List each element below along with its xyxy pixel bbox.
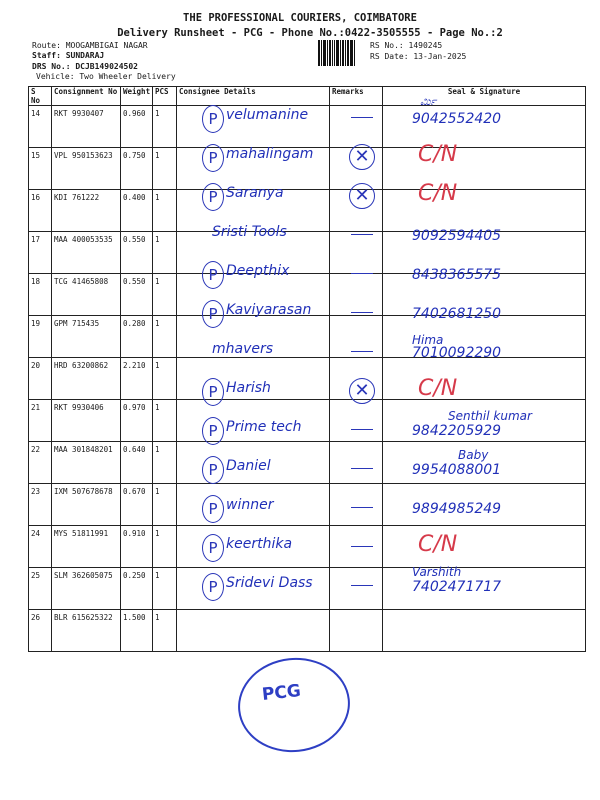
signature-name: Baby (458, 448, 489, 462)
header-weight: Weight (121, 87, 153, 106)
header-signature: Seal & Signature (383, 87, 586, 106)
consignee-handwriting: Kaviyarasan (226, 302, 312, 318)
runsheet-subtitle: Delivery Runsheet - PCG - Phone No.:0422-3505555 - Page No.:2 (117, 27, 503, 39)
table-row (29, 526, 586, 568)
signature-name: Varshith (412, 565, 462, 579)
row-weight: 0.910 (121, 526, 153, 568)
row-remarks-cell (330, 484, 383, 526)
consignee-handwriting: Deepthix (226, 263, 290, 279)
remark-dash (351, 468, 373, 469)
row-sno: 19 (29, 316, 52, 358)
row-sno: 16 (29, 190, 52, 232)
barcode (318, 40, 358, 66)
table-row (29, 610, 586, 652)
row-pcs: 1 (153, 190, 177, 232)
circled-p-mark: P (202, 378, 224, 406)
row-consignment-no: MAA 400053535 (52, 232, 121, 274)
circled-p-mark: P (202, 105, 224, 133)
row-pcs: 1 (153, 148, 177, 190)
row-remarks-cell (330, 400, 383, 442)
row-signature-cell (383, 190, 586, 232)
row-weight: 0.960 (121, 106, 153, 148)
drs-line: DRS No.: DCJB149024502 (32, 62, 138, 71)
circled-p-mark: P (202, 417, 224, 445)
row-pcs: 1 (153, 232, 177, 274)
vehicle-line: Vehicle: Two Wheeler Delivery (36, 72, 176, 81)
row-sno: 21 (29, 400, 52, 442)
row-remarks-cell (330, 106, 383, 148)
row-consignment-no: TCG 41465808 (52, 274, 121, 316)
table-header (29, 87, 586, 106)
remark-dash (351, 585, 373, 586)
header-consignment: Consignment No (52, 87, 121, 106)
signature-phone: 7402471717 (412, 579, 502, 595)
circled-x-mark: ✕ (349, 378, 375, 404)
consignee-handwriting: Sristi Tools (212, 224, 287, 240)
circled-p-mark: P (202, 183, 224, 211)
row-remarks-cell (330, 610, 383, 652)
row-sno: 20 (29, 358, 52, 400)
row-consignment-no: KDI 761222 (52, 190, 121, 232)
consignee-handwriting: Harish (226, 380, 271, 396)
row-pcs: 1 (153, 106, 177, 148)
row-sno: 15 (29, 148, 52, 190)
remark-dash (351, 429, 373, 430)
consignee-handwriting: Sridevi Dass (226, 575, 313, 591)
cn-remark: C/N (418, 376, 458, 401)
runsheet-table (28, 86, 586, 652)
row-consignment-no: GPM 715435 (52, 316, 121, 358)
cn-remark: C/N (418, 532, 458, 557)
consignee-handwriting: Prime tech (226, 419, 302, 435)
signature-name: Senthil kumar (448, 409, 532, 423)
row-signature-cell (383, 358, 586, 400)
row-weight: 0.670 (121, 484, 153, 526)
row-consignment-no: RKT 9930407 (52, 106, 121, 148)
row-weight: 0.280 (121, 316, 153, 358)
signature-name: Hima (412, 333, 444, 347)
header-sno: S No (29, 87, 52, 106)
signature-phone: 9842205929 (412, 423, 502, 439)
signature-name: ರ್ಮಿ (420, 95, 437, 108)
table-row (29, 316, 586, 358)
remark-dash (351, 312, 373, 313)
row-consignment-no: SLM 362605075 (52, 568, 121, 610)
row-sno: 26 (29, 610, 52, 652)
circled-x-mark: ✕ (349, 144, 375, 170)
company-title: THE PROFESSIONAL COURIERS, COIMBATORE (183, 12, 417, 24)
row-weight: 1.500 (121, 610, 153, 652)
row-weight: 0.550 (121, 274, 153, 316)
consignee-handwriting: velumanine (226, 107, 309, 123)
row-sno: 14 (29, 106, 52, 148)
consignee-handwriting: mahalingam (226, 146, 314, 162)
circled-p-mark: P (202, 573, 224, 601)
row-pcs: 1 (153, 610, 177, 652)
circled-p-mark: P (202, 261, 224, 289)
pcg-stamp-text: PCG (261, 681, 302, 705)
table-row (29, 358, 586, 400)
row-consignee-cell (177, 610, 330, 652)
row-consignment-no: BLR 615625322 (52, 610, 121, 652)
row-remarks-cell (330, 232, 383, 274)
row-pcs: 1 (153, 568, 177, 610)
consignee-handwriting: winner (226, 497, 274, 513)
row-weight: 0.970 (121, 400, 153, 442)
row-sno: 22 (29, 442, 52, 484)
staff-line: Staff: SUNDARAJ (32, 51, 105, 60)
row-weight: 0.250 (121, 568, 153, 610)
signature-phone: 9042552420 (412, 111, 502, 127)
row-consignment-no: RKT 9930406 (52, 400, 121, 442)
consignee-handwriting: Daniel (226, 458, 271, 474)
pcg-stamp (233, 652, 354, 757)
row-consignment-no: VPL 950153623 (52, 148, 121, 190)
table-row (29, 442, 586, 484)
signature-phone: 7010092290 (412, 345, 502, 361)
signature-phone: 9954088001 (412, 462, 502, 478)
row-sno: 23 (29, 484, 52, 526)
table-row (29, 484, 586, 526)
row-pcs: 1 (153, 484, 177, 526)
cn-remark: C/N (418, 181, 458, 206)
row-pcs: 1 (153, 400, 177, 442)
row-consignment-no: MAA 301848201 (52, 442, 121, 484)
header-pcs: PCS (153, 87, 177, 106)
row-weight: 0.400 (121, 190, 153, 232)
row-sno: 18 (29, 274, 52, 316)
row-weight: 0.550 (121, 232, 153, 274)
row-consignment-no: HRD 63200862 (52, 358, 121, 400)
circled-p-mark: P (202, 495, 224, 523)
remark-dash (351, 273, 373, 274)
table-row (29, 232, 586, 274)
row-pcs: 1 (153, 358, 177, 400)
consignee-handwriting: Saranya (226, 185, 284, 201)
signature-phone: 8438365575 (412, 267, 502, 283)
table-row (29, 190, 586, 232)
row-weight: 0.750 (121, 148, 153, 190)
row-signature-cell (383, 610, 586, 652)
remark-dash (351, 351, 373, 352)
row-sno: 17 (29, 232, 52, 274)
row-consignment-no: MYS 51811991 (52, 526, 121, 568)
header-remarks: Remarks (330, 87, 383, 106)
signature-phone: 7402681250 (412, 306, 502, 322)
route-line: Route: MOOGAMBIGAI NAGAR (32, 41, 148, 50)
row-pcs: 1 (153, 274, 177, 316)
row-remarks-cell (330, 442, 383, 484)
row-weight: 2.210 (121, 358, 153, 400)
row-consignment-no: IXM 507678678 (52, 484, 121, 526)
row-pcs: 1 (153, 442, 177, 484)
remark-dash (351, 546, 373, 547)
circled-p-mark: P (202, 534, 224, 562)
row-weight: 0.640 (121, 442, 153, 484)
remark-dash (351, 507, 373, 508)
row-remarks-cell (330, 568, 383, 610)
row-remarks-cell (330, 274, 383, 316)
row-sno: 25 (29, 568, 52, 610)
circled-p-mark: P (202, 456, 224, 484)
rs-number: RS No.: 1490245 (370, 41, 443, 50)
row-signature-cell (383, 148, 586, 190)
remark-dash (351, 117, 373, 118)
header-consignee: Consignee Details (177, 87, 330, 106)
circled-p-mark: P (202, 300, 224, 328)
row-sno: 24 (29, 526, 52, 568)
cn-remark: C/N (418, 142, 458, 167)
consignee-handwriting: mhavers (212, 341, 274, 357)
rs-date: RS Date: 13-Jan-2025 (370, 52, 467, 61)
consignee-handwriting: keerthika (226, 536, 293, 552)
row-signature-cell (383, 526, 586, 568)
row-pcs: 1 (153, 316, 177, 358)
row-pcs: 1 (153, 526, 177, 568)
remark-dash (351, 234, 373, 235)
circled-x-mark: ✕ (349, 183, 375, 209)
signature-phone: 9092594405 (412, 228, 502, 244)
circled-p-mark: P (202, 144, 224, 172)
signature-phone: 9894985249 (412, 501, 502, 517)
